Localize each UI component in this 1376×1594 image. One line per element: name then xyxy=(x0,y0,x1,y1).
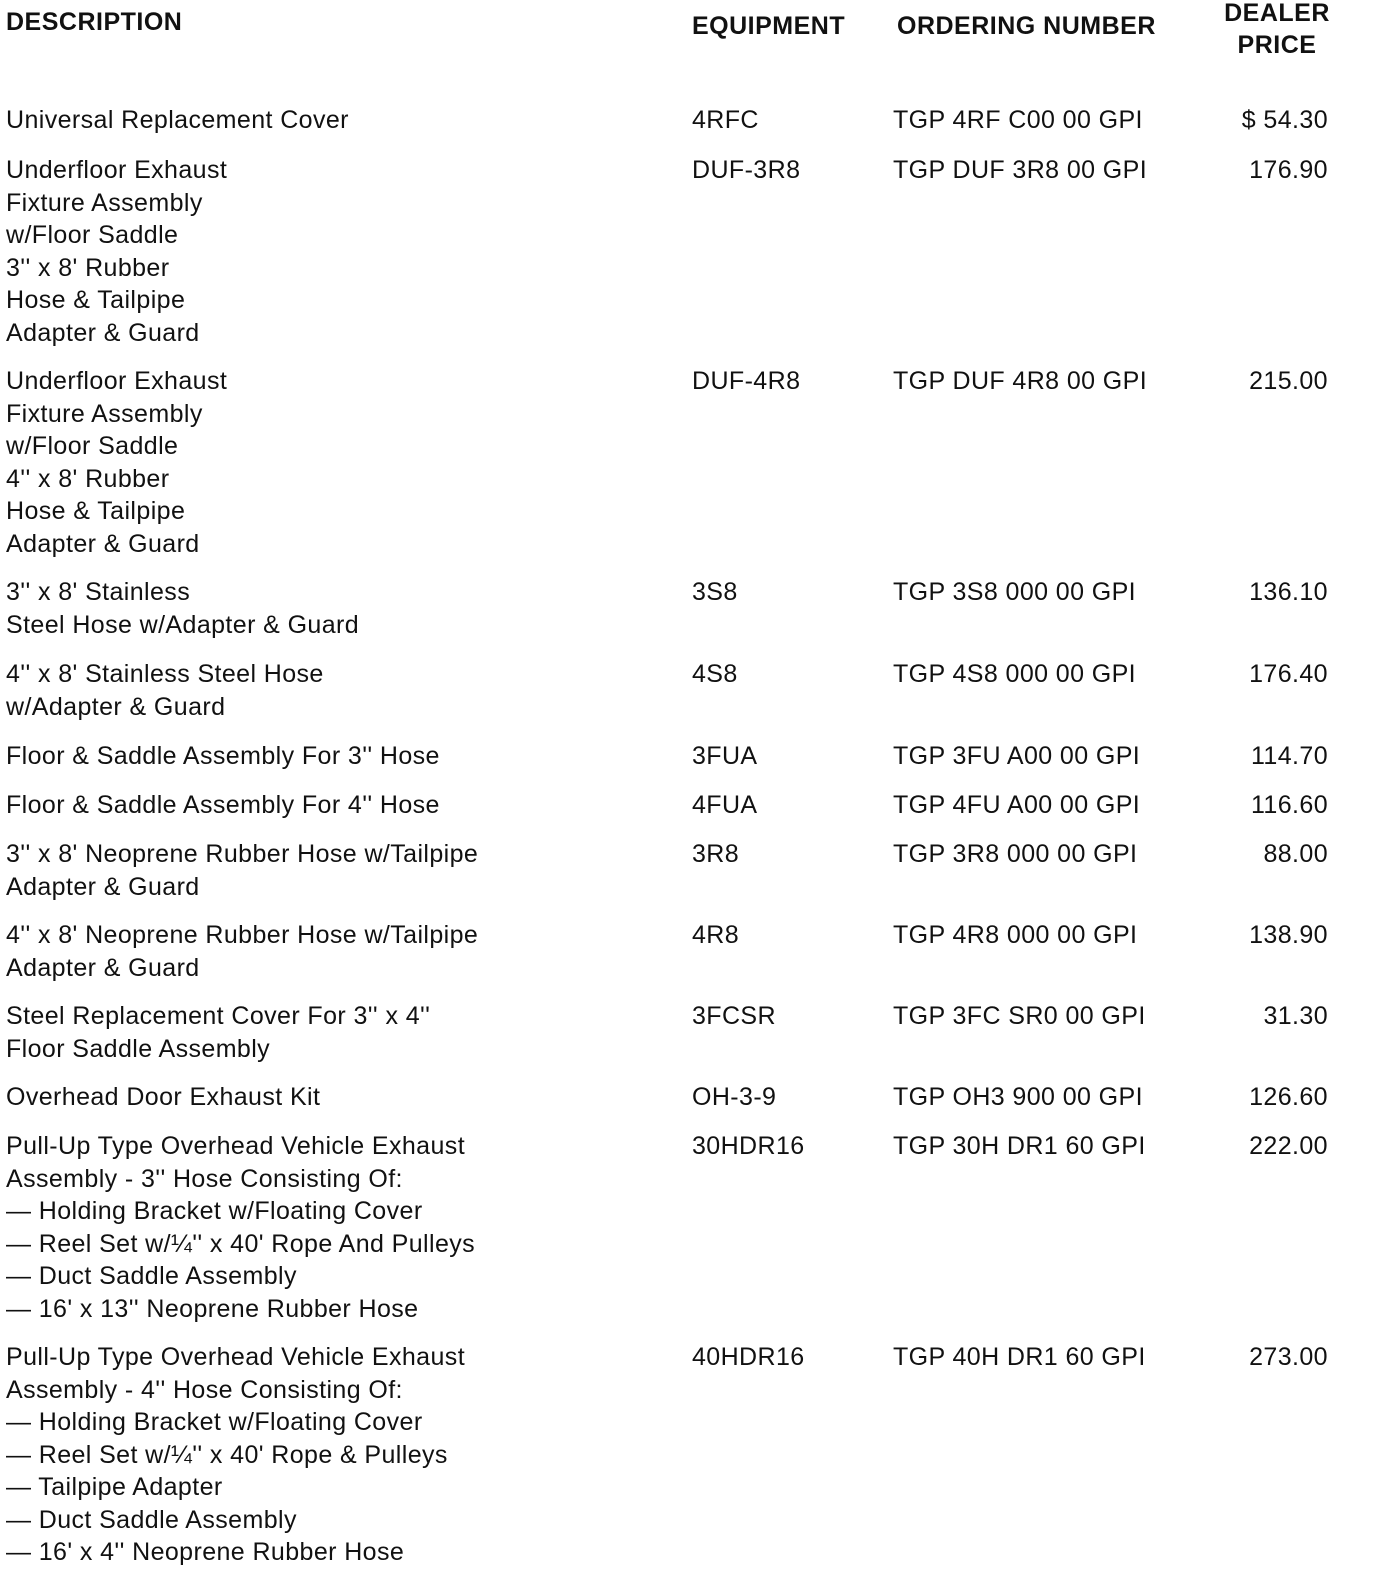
description-line: Assembly - 3'' Hose Consisting Of: xyxy=(6,1164,403,1193)
dealer-price-cell: 176.40 xyxy=(1249,660,1328,688)
description-line: Adapter & Guard xyxy=(6,318,200,347)
dealer-price-cell: 31.30 xyxy=(1263,1002,1328,1030)
equipment-cell: 3FCSR xyxy=(692,1002,776,1030)
description-column-header: DESCRIPTION xyxy=(6,8,183,36)
description-line: 4'' x 8' Stainless Steel Hose xyxy=(6,660,324,688)
description-cell xyxy=(6,740,440,773)
description-line: — Reel Set w/¼'' x 40' Rope And Pulleys xyxy=(6,1229,476,1258)
description-line: 3'' x 8' Stainless xyxy=(6,578,191,606)
description-line: — Tailpipe Adapter xyxy=(6,1473,223,1501)
ordering-number-cell: TGP 4RF C00 00 GPI xyxy=(893,106,1143,134)
equipment-cell: 3FUA xyxy=(692,742,758,770)
description-cell xyxy=(6,1000,430,1065)
ordering-number-cell: TGP 3R8 000 00 GPI xyxy=(893,840,1138,868)
equipment-cell: 4RFC xyxy=(692,106,759,134)
description-cell xyxy=(6,104,349,137)
dealer-price-column-header xyxy=(1216,0,1338,61)
equipment-cell: 30HDR16 xyxy=(692,1132,805,1160)
ordering-number-cell: TGP 4FU A00 00 GPI xyxy=(893,791,1141,819)
ordering-number-cell: TGP 3S8 000 00 GPI xyxy=(893,578,1136,606)
description-line: Universal Replacement Cover xyxy=(6,106,349,134)
description-line: Steel Replacement Cover For 3'' x 4'' xyxy=(6,1002,431,1030)
equipment-cell: 3R8 xyxy=(692,840,740,868)
ordering-number-cell: TGP 4S8 000 00 GPI xyxy=(893,660,1136,688)
equipment-cell: DUF-4R8 xyxy=(692,367,801,395)
description-cell xyxy=(6,658,324,723)
dealer-price-cell: $ 54.30 xyxy=(1241,106,1328,134)
description-line: w/Adapter & Guard xyxy=(6,692,226,721)
description-cell xyxy=(6,576,359,641)
equipment-column-header: EQUIPMENT xyxy=(692,12,846,40)
equipment-cell: 40HDR16 xyxy=(692,1343,805,1371)
dealer-price-cell: 136.10 xyxy=(1249,578,1328,606)
description-cell xyxy=(6,789,440,822)
dealer-price-cell: 88.00 xyxy=(1263,840,1328,868)
ordering-number-cell: TGP 3FC SR0 00 GPI xyxy=(893,1002,1146,1030)
description-line: Hose & Tailpipe xyxy=(6,286,186,314)
ordering-number-cell: TGP OH3 900 00 GPI xyxy=(893,1083,1143,1111)
equipment-cell: 4R8 xyxy=(692,921,740,949)
description-line: 4'' x 8' Rubber xyxy=(6,464,170,493)
description-line: — Holding Bracket w/Floating Cover xyxy=(6,1197,423,1225)
ordering-number-cell: TGP 40H DR1 60 GPI xyxy=(893,1343,1146,1371)
description-line: — Holding Bracket w/Floating Cover xyxy=(6,1408,423,1436)
ordering-number-cell: TGP 3FU A00 00 GPI xyxy=(893,742,1141,770)
description-cell xyxy=(6,1341,465,1569)
description-line: Overhead Door Exhaust Kit xyxy=(6,1083,321,1111)
dealer-price-cell: 138.90 xyxy=(1249,921,1328,949)
description-line: Floor & Saddle Assembly For 3'' Hose xyxy=(6,742,440,770)
description-line: — Duct Saddle Assembly xyxy=(6,1505,297,1534)
equipment-cell: 4FUA xyxy=(692,791,758,819)
description-line: Underfloor Exhaust xyxy=(6,367,228,395)
dealer-price-header-line2: PRICE xyxy=(1237,31,1317,59)
description-cell xyxy=(6,919,478,984)
description-line: — 16' x 13'' Neoprene Rubber Hose xyxy=(6,1294,419,1323)
description-line: Hose & Tailpipe xyxy=(6,497,186,525)
ordering-number-cell: TGP 30H DR1 60 GPI xyxy=(893,1132,1146,1160)
dealer-price-cell: 116.60 xyxy=(1250,791,1328,819)
description-cell xyxy=(6,838,478,903)
ordering-number-cell: TGP 4R8 000 00 GPI xyxy=(893,921,1138,949)
description-cell xyxy=(6,1081,320,1114)
ordering-number-cell: TGP DUF 3R8 00 GPI xyxy=(893,156,1148,184)
ordering-number-column-header: ORDERING NUMBER xyxy=(897,12,1156,40)
description-line: w/Floor Saddle xyxy=(6,432,179,460)
description-line: Underfloor Exhaust xyxy=(6,156,228,184)
ordering-number-cell: TGP DUF 4R8 00 GPI xyxy=(893,367,1148,395)
description-line: Floor & Saddle Assembly For 4'' Hose xyxy=(6,791,440,819)
description-cell xyxy=(6,1130,475,1325)
dealer-price-cell: 273.00 xyxy=(1249,1343,1328,1371)
dealer-price-cell: 126.60 xyxy=(1249,1083,1328,1111)
description-line: 3'' x 8' Neoprene Rubber Hose w/Tailpipe xyxy=(6,840,479,868)
equipment-cell: DUF-3R8 xyxy=(692,156,801,184)
description-line: Steel Hose w/Adapter & Guard xyxy=(6,610,360,639)
description-line: — Duct Saddle Assembly xyxy=(6,1262,297,1290)
description-line: w/Floor Saddle xyxy=(6,221,179,249)
dealer-price-header-line1: DEALER xyxy=(1224,0,1330,27)
equipment-cell: 3S8 xyxy=(692,578,738,606)
dealer-price-cell: 114.70 xyxy=(1250,742,1328,770)
description-line: Pull-Up Type Overhead Vehicle Exhaust xyxy=(6,1343,466,1371)
dealer-price-cell: 176.90 xyxy=(1249,156,1328,184)
equipment-cell: 4S8 xyxy=(692,660,738,688)
equipment-cell: OH-3-9 xyxy=(692,1083,777,1111)
description-line: — Reel Set w/¼'' x 40' Rope & Pulleys xyxy=(6,1440,448,1469)
description-line: Adapter & Guard xyxy=(6,872,200,901)
description-cell xyxy=(6,365,227,560)
description-line: Assembly - 4'' Hose Consisting Of: xyxy=(6,1375,403,1404)
description-line: — 16' x 4'' Neoprene Rubber Hose xyxy=(6,1538,405,1566)
description-line: 4'' x 8' Neoprene Rubber Hose w/Tailpipe xyxy=(6,921,479,949)
dealer-price-cell: 222.00 xyxy=(1249,1132,1328,1160)
description-line: Fixture Assembly xyxy=(6,399,203,428)
description-line: Pull-Up Type Overhead Vehicle Exhaust xyxy=(6,1132,466,1160)
description-line: Adapter & Guard xyxy=(6,529,200,558)
description-line: Floor Saddle Assembly xyxy=(6,1034,271,1063)
description-line: Fixture Assembly xyxy=(6,188,203,217)
description-cell xyxy=(6,154,227,349)
description-line: 3'' x 8' Rubber xyxy=(6,253,170,282)
dealer-price-cell: 215.00 xyxy=(1249,367,1328,395)
description-line: Adapter & Guard xyxy=(6,953,200,982)
